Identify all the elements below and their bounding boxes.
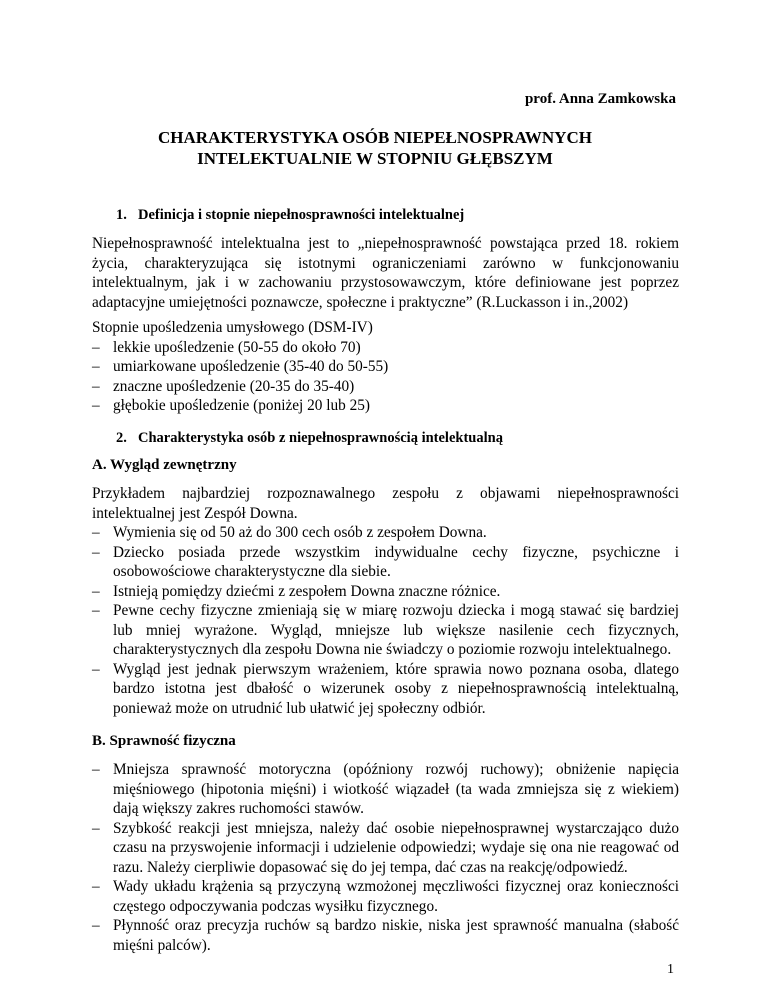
degrees-title: Stopnie upośledzenia umysłowego (DSM-IV) <box>92 319 373 336</box>
degrees-block <box>92 318 679 416</box>
degrees-list <box>92 338 679 416</box>
list-item: – Istnieją pomiędzy dziećmi z zespołem Downa znaczne różnice. <box>92 582 679 602</box>
list-item: – Dziecko posiada przede wszystkim indywidualne cechy fizyczne, psychiczne i osobowościowe charakterystyczne dla siebie. <box>92 543 679 582</box>
list-item: – lekkie upośledzenie (50-55 do około 70) <box>92 338 679 358</box>
list-item: – Pewne cechy fizyczne zmieniają się w miarę rozwoju dziecka i mogą stawać się bardziej lub mniej wyrażone. Wygląd, mniejsze lub większe nasilenie cech fizycznych, charakterystycznych dla zespołu Downa nie świadczy o poziomie rozwoju intelektualnego. <box>92 601 679 660</box>
section-2-number: 2. <box>116 430 127 446</box>
list-item: – Szybkość reakcji jest mniejsza, należy dać osobie niepełnosprawnej wystarczająco dużo czasu na przyswojenie informacji i udzielenie odpowiedzi; wydaje się ona nie reagować od razu. Należy cierpliwie dopasować się do jej tempa, dać czas na reakcję/odpowiedź. <box>92 819 679 878</box>
page-number: 1 <box>667 962 674 977</box>
list-item: – umiarkowane upośledzenie (35-40 do 50-55) <box>92 357 679 377</box>
list-item: – głębokie upośledzenie (poniżej 20 lub 25) <box>92 396 679 416</box>
subsection-b-heading: B. Sprawność fizyczna <box>92 733 236 749</box>
author: prof. Anna Zamkowska <box>524 91 676 107</box>
section-1-heading <box>116 206 464 226</box>
subsection-a-body <box>92 484 679 718</box>
title-line-1: CHARAKTERYSTYKA OSÓB NIEPEŁNOSPRAWNYCH <box>158 128 592 147</box>
document-title <box>115 127 635 169</box>
subsection-a-intro: Przykładem najbardziej rozpoznawalnego zespołu z objawami niepełnosprawności intelektualnej jest Zespół Downa. <box>92 485 679 522</box>
list-item: – Wady układu krążenia są przyczyną wzmożonej męczliwości fizycznej oraz konieczności częstego odpoczywania podczas wysiłku fizycznego. <box>92 877 679 916</box>
list-item: – Płynność oraz precyzja ruchów są bardzo niskie, niska jest sprawność manualna (słabość mięśni palców). <box>92 916 679 955</box>
list-item: – znaczne upośledzenie (20-35 do 35-40) <box>92 377 679 397</box>
section-1-number: 1. <box>116 207 127 223</box>
section-1-title: Definicja i stopnie niepełnosprawności intelektualnej <box>138 207 465 223</box>
list-item: – Wygląd jest jednak pierwszym wrażeniem, które sprawia nowo poznana osoba, dlatego bardzo istotna jest dbałość o wizerunek osoby z niepełnosprawnością intelektualną, ponieważ może on utrudnić lub ułatwić jej społeczny odbiór. <box>92 660 679 719</box>
definition-paragraph: Niepełnosprawność intelektualna jest to „niepełnosprawność powstająca przed 18. rokiem życia, charakteryzująca się istotnymi ograniczeniami zarówno w funkcjonowaniu intelektualnym, jak i w zachowaniu przystosowawczym, które definiowane jest poprzez adaptacyjne umiejętności poznawcze, społeczne i praktyczne” (R.Luckasson i in.,2002) <box>92 235 679 311</box>
list-item: – Mniejsza sprawność motoryczna (opóźniony rozwój ruchowy); obniżenie napięcia mięśniowego (hipotonia mięśni) i wiotkość wiązadeł (ta wada zmniejsza się z wiekiem) dają większy zakres ruchomości stawów. <box>92 760 679 819</box>
subsection-a-heading: A. Wygląd zewnętrzny <box>92 457 237 473</box>
list-item: – Wymienia się od 50 aż do 300 cech osób z zespołem Downa. <box>92 523 679 543</box>
section-2-heading <box>116 429 503 449</box>
title-line-2: INTELEKTUALNIE W STOPNIU GŁĘBSZYM <box>197 149 553 168</box>
subsection-a-list <box>92 523 679 718</box>
section-2-title: Charakterystyka osób z niepełnosprawnością intelektualną <box>138 430 503 446</box>
subsection-b-list <box>92 760 679 955</box>
subsection-b-body <box>92 760 679 955</box>
